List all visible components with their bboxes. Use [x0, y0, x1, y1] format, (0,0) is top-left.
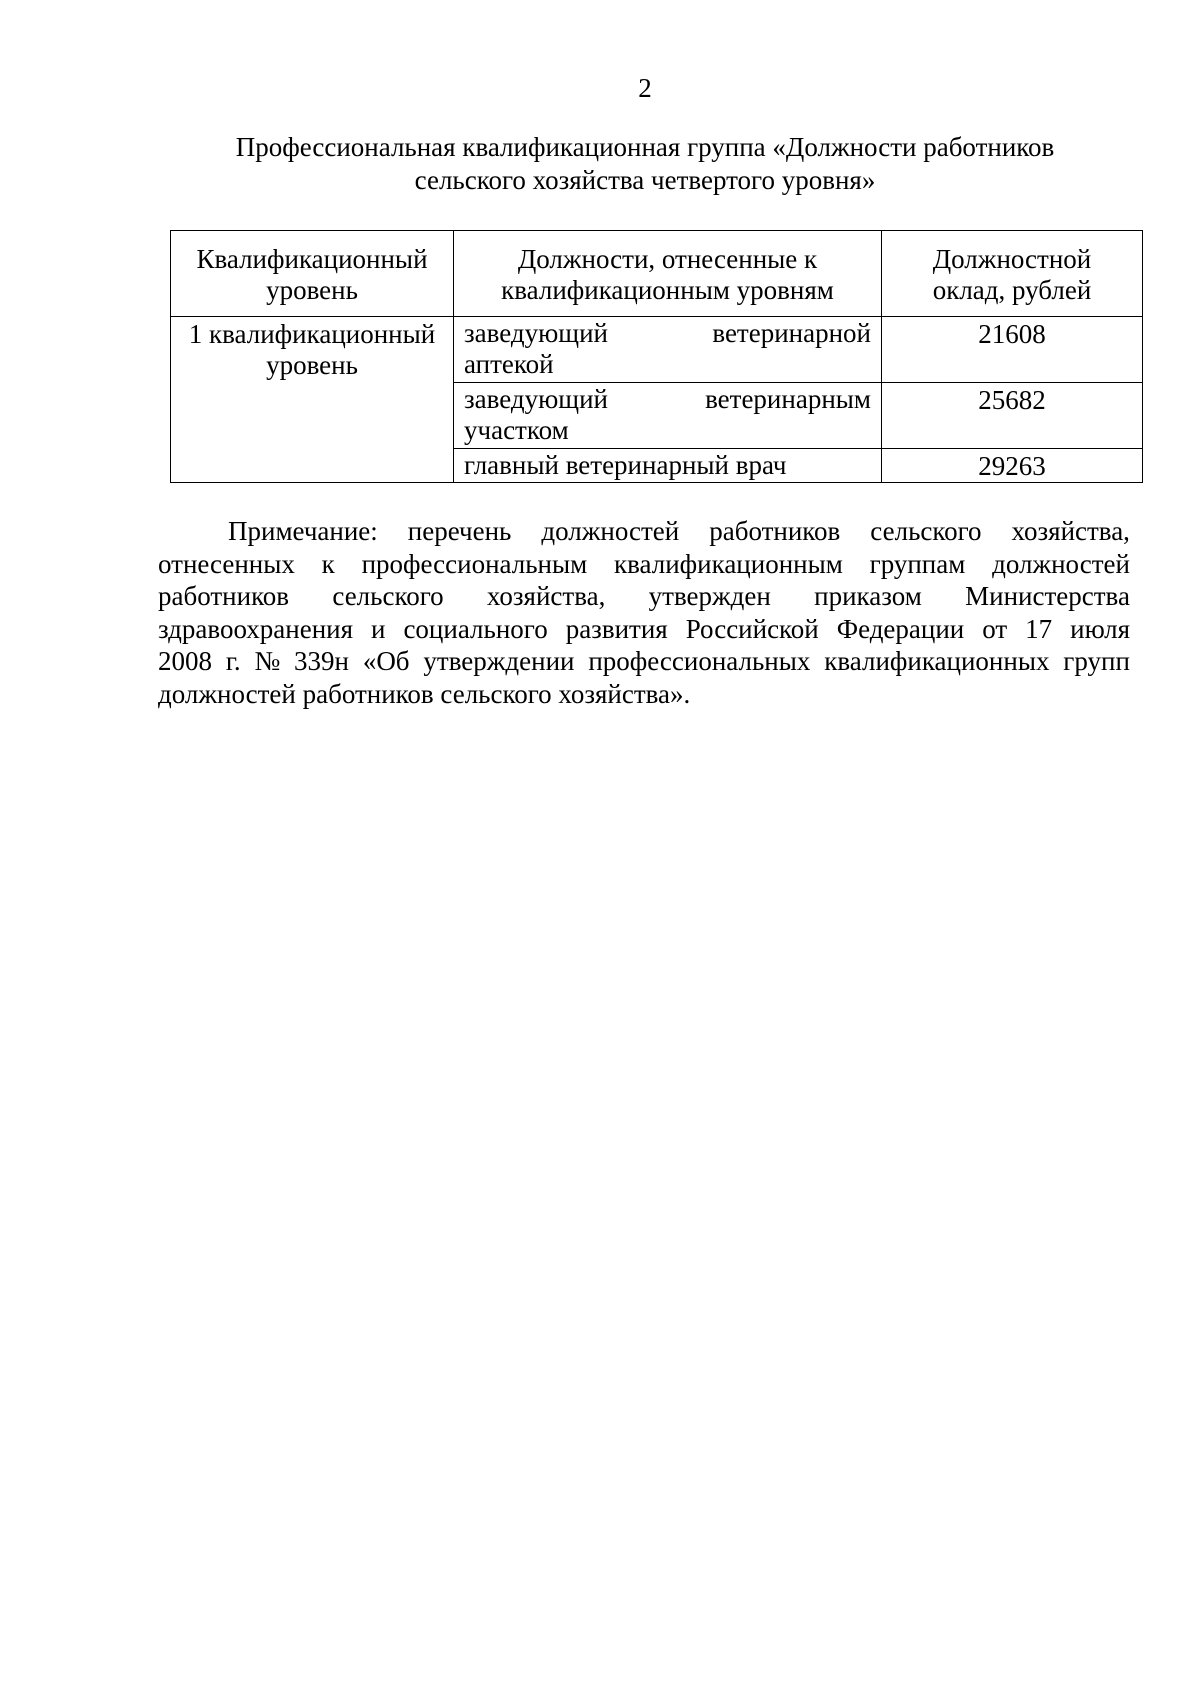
note-word: Примечание:	[228, 516, 378, 546]
salary-table	[170, 230, 1143, 483]
position-cell	[454, 383, 882, 449]
header-positions-line-2: квалификационным уровням	[501, 275, 834, 305]
note-word: должностей	[992, 548, 1130, 579]
note-word: профессиональным	[361, 548, 588, 579]
salary-cell: 25682	[882, 383, 1143, 449]
note-word: должностей	[541, 516, 680, 546]
header-salary-line-2: оклад, рублей	[932, 275, 1092, 305]
salary-cell: 21608	[882, 317, 1143, 383]
note-word: отнесенных	[158, 548, 295, 579]
note-word: и	[371, 613, 386, 644]
position-word: заведующий	[464, 384, 608, 414]
note-word: Министерства	[965, 581, 1130, 611]
level-line-1: 1 квалификационный	[188, 319, 436, 349]
note-word: перечень	[407, 516, 512, 546]
position-line-1: главный ветеринарный врач	[464, 450, 787, 480]
note-paragraph	[158, 515, 1130, 710]
header-level-line-2: уровень	[266, 275, 358, 305]
note-word: от	[982, 613, 1008, 644]
header-positions-line-1: Должности, отнесенные к	[517, 244, 818, 274]
note-word: работников	[158, 581, 290, 611]
note-word: групп	[1063, 646, 1130, 676]
note-word: «Об	[362, 646, 410, 676]
note-word: группам	[869, 548, 966, 579]
position-word: ветеринарной	[712, 318, 871, 348]
note-line	[158, 678, 1130, 711]
note-word: квалификационных	[824, 646, 1050, 676]
position-word: заведующий	[464, 318, 608, 348]
header-level-line-1: Квалификационный	[196, 244, 428, 274]
note-word: к	[321, 548, 335, 579]
note-word: развития	[565, 613, 668, 644]
note-word: г.	[225, 646, 241, 676]
salary-cell: 29263	[882, 449, 1143, 483]
table-header-row	[171, 231, 1143, 317]
section-title-line-1: Профессиональная квалификационная группа «Должности работников	[235, 132, 1055, 162]
note-word: 2008	[158, 646, 212, 676]
position-cell	[454, 317, 882, 383]
note-word: 17	[1025, 613, 1053, 644]
header-level	[171, 231, 454, 317]
note-word: работников	[709, 516, 841, 546]
position-line-2: участком	[464, 415, 569, 445]
header-positions	[454, 231, 882, 317]
level-line-2: уровень	[266, 350, 358, 380]
header-salary	[882, 231, 1143, 317]
note-word: хозяйства,	[486, 581, 606, 611]
note-word: утверждении	[423, 646, 575, 676]
section-title-line-2: сельского хозяйства четвертого уровня»	[414, 165, 876, 195]
position-line-2: аптекой	[464, 349, 554, 379]
note-line	[158, 548, 1130, 581]
note-word: приказом	[814, 581, 922, 611]
note-line	[158, 645, 1130, 678]
note-word: утвержден	[648, 581, 771, 611]
note-word: профессиональных	[588, 646, 811, 676]
note-word: сельского	[870, 516, 982, 546]
note-word: Федерации	[836, 613, 965, 644]
header-salary-line-1: Должностной	[932, 244, 1092, 274]
table-row	[171, 317, 1143, 383]
note-word: должностей работников сельского хозяйства».	[158, 678, 691, 709]
note-line	[158, 580, 1130, 613]
page-number: 2	[638, 73, 652, 103]
level-cell	[171, 317, 454, 483]
note-word: квалификационным	[614, 548, 843, 579]
position-cell	[454, 449, 882, 483]
note-word: 339н	[294, 646, 349, 676]
note-word: июля	[1070, 613, 1130, 644]
position-word: ветеринарным	[705, 384, 871, 414]
note-word: хозяйства,	[1011, 516, 1130, 546]
note-word: социального	[403, 613, 548, 644]
note-word: №	[254, 646, 281, 676]
section-title	[160, 131, 1130, 197]
note-word: сельского	[332, 581, 444, 611]
note-line	[158, 613, 1130, 646]
note-word: Российской	[685, 613, 819, 644]
note-word: здравоохранения	[158, 613, 354, 644]
note-line	[158, 515, 1130, 548]
